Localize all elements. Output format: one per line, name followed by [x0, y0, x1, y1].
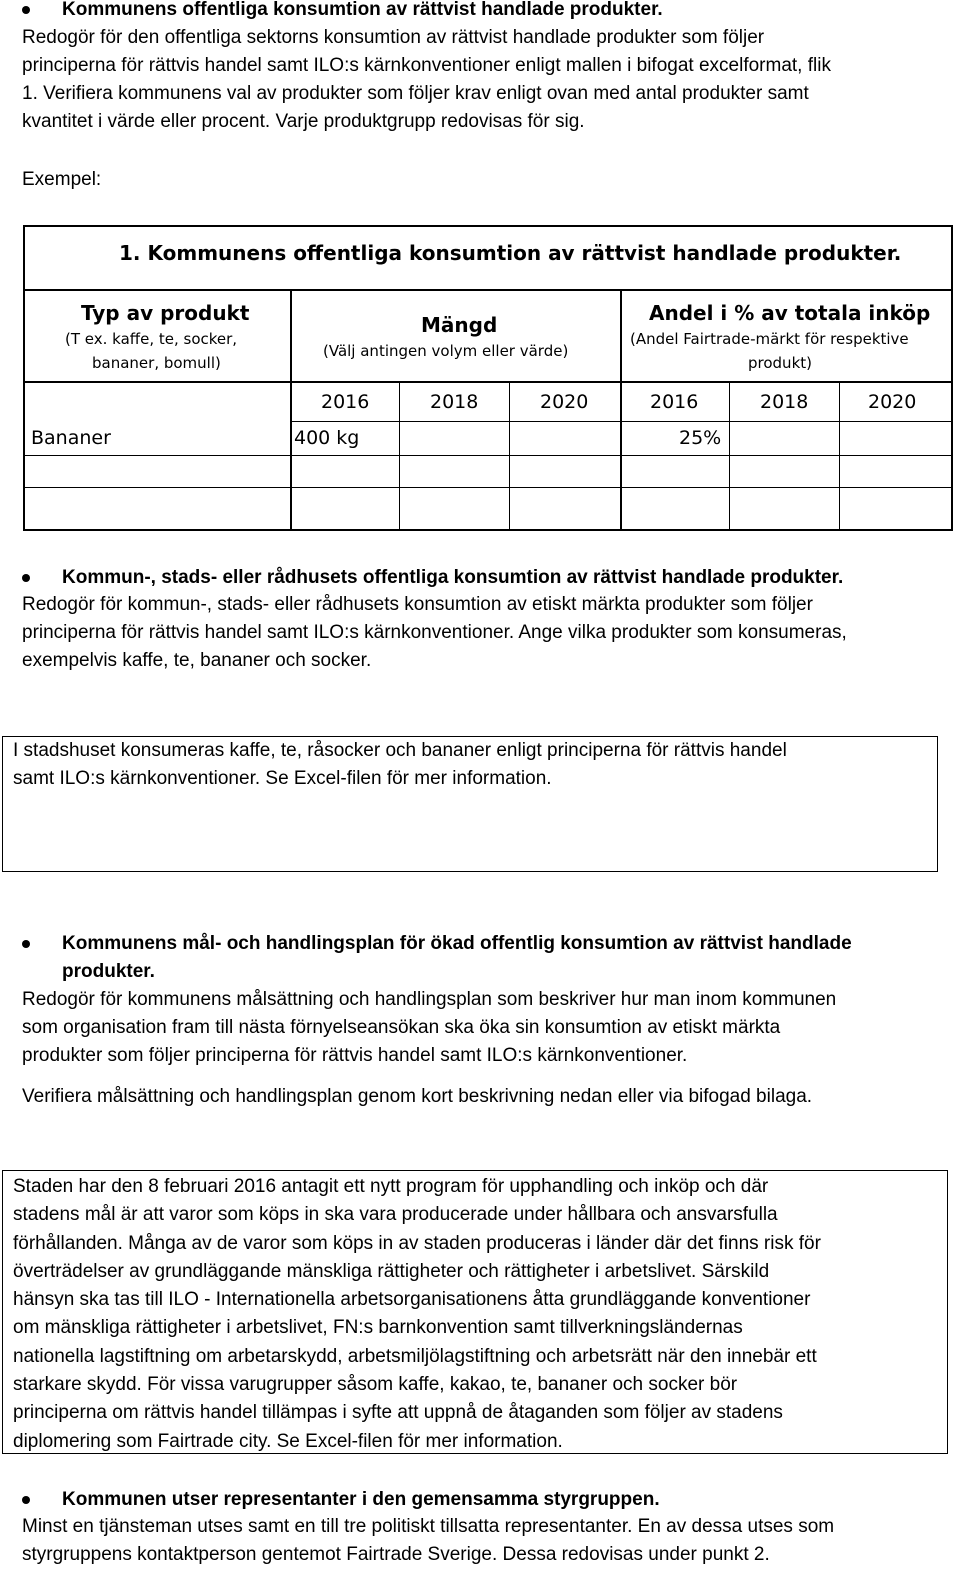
verify-text [22, 1083, 812, 1111]
cell-share: 25% [679, 427, 722, 449]
body-line: principerna för rättvis handel samt ILO:s kärnkonventioner. Ange vilka produkter som konsumeras, [22, 622, 847, 643]
answer-line: starkare skydd. För vissa varugrupper såsom kaffe, kakao, te, bananer och socker bör [13, 1374, 738, 1396]
answer-line: hänsyn ska tas till ILO - Internationella arbetsorganisationens åtta grundläggande konventioner [13, 1289, 811, 1311]
body-line: Verifiera målsättning och handlingsplan genom kort beskrivning nedan eller via bifogad bilaga. [22, 1086, 813, 1107]
col-product-head: Typ av produkt [81, 301, 250, 325]
answer-line: I stadshuset konsumeras kaffe, te, råsocker och bananer enligt principerna för rättvis handel [13, 740, 787, 761]
section-heading: Kommunens mål- och handlingsplan för ökad offentlig konsumtion av rättvist handlade [62, 933, 852, 954]
body-line: styrgruppens kontaktperson gentemot Fairtrade Sverige. Dessa redovisas under punkt 2. [22, 1544, 770, 1565]
col-product-sub: bananer, bomull) [92, 354, 221, 372]
body-line: som organisation fram till nästa förnyelseansökan ska öka sin konsumtion av etiskt märkta [22, 1017, 781, 1038]
answer-line: överträdelser av grundläggande mänskliga rättigheter och rättigheter i arbetslivet. Särskild [13, 1260, 770, 1282]
bullet-icon [22, 6, 30, 14]
year-header: 2016 [321, 391, 370, 413]
bullet-icon [22, 1496, 30, 1504]
answer-line: samt ILO:s kärnkonventioner. Se Excel-filen för mer information. [13, 768, 552, 789]
year-header: 2016 [650, 391, 699, 413]
example-label: Exempel: [22, 169, 102, 190]
answer-line: principerna om rättvis handel tillämpas i syfte att uppnå de åtaganden som följer av stadens [13, 1402, 783, 1424]
col-amount-sub: (Välj antingen volym eller värde) [323, 342, 569, 360]
body-line: Redogör för kommun-, stads- eller rådhusets konsumtion av etiskt märkta produkter som följer [22, 594, 813, 615]
sheet-title: 1. Kommunens offentliga konsumtion av rättvist handlade produkter. [119, 241, 902, 265]
body-line: Minst en tjänsteman utses samt en till tre politiskt tillsatta representanter. En av dessa utses som [22, 1516, 835, 1537]
cell-amount: 400 kg [294, 427, 360, 449]
col-share-head: Andel i % av totala inköp [649, 301, 931, 325]
answer-line: förhållanden. Många av de varor som köps in av staden produceras i länder där det finns risk för [13, 1232, 821, 1254]
section-heading: Kommunen utser representanter i den gemensamma styrgruppen. [62, 1489, 660, 1510]
section-heading: produkter. [62, 961, 155, 982]
body-line: exempelvis kaffe, te, bananer och socker. [22, 650, 372, 671]
col-product-sub: (T ex. kaffe, te, socker, [65, 330, 238, 348]
bullet-icon [22, 574, 30, 582]
body-line: Redogör för den offentliga sektorns konsumtion av rättvist handlade produkter som följer [22, 27, 765, 48]
spreadsheet-example [23, 225, 953, 531]
answer-line: om mänskliga rättigheter i arbetslivet, FN:s barnkonvention samt tillverkningsländernas [13, 1317, 743, 1339]
answer-box [2, 736, 938, 872]
year-header: 2020 [540, 391, 589, 413]
answer-line: nationella lagstiftning om arbetarskydd, arbetsmiljölagstiftning och arbetsrätt när den innebär ett [13, 1345, 817, 1367]
section-heading: Kommunens offentliga konsumtion av rättvist handlade produkter. [62, 0, 663, 20]
section-body [22, 24, 831, 136]
cell-product: Bananer [31, 427, 111, 449]
body-line: produkter som följer principerna för rättvis handel samt ILO:s kärnkonventioner. [22, 1045, 688, 1066]
answer-line: stadens mål är att varor som köps in ska vara producerade under hållbara och ansvarsfulla [13, 1204, 778, 1226]
year-header: 2020 [868, 391, 917, 413]
section-body [22, 986, 836, 1070]
body-line: principerna för rättvis handel samt ILO:s kärnkonventioner enligt mallen i bifogat excelformat, flik [22, 55, 831, 76]
body-line: kvantitet i värde eller procent. Varje produktgrupp redovisas för sig. [22, 111, 585, 132]
answer-box [2, 1170, 948, 1454]
body-line: 1. Verifiera kommunens val av produkter som följer krav enligt ovan med antal produkter samt [22, 83, 809, 104]
answer-line: diplomering som Fairtrade city. Se Excel-filen för mer information. [13, 1430, 563, 1452]
bullet-icon [22, 940, 30, 948]
col-amount-head: Mängd [421, 313, 498, 337]
year-header: 2018 [430, 391, 479, 413]
section-body [22, 1513, 834, 1569]
year-header: 2018 [760, 391, 809, 413]
section-body [22, 591, 847, 675]
answer-line: Staden har den 8 februari 2016 antagit ett nytt program för upphandling och inköp och där [13, 1176, 769, 1197]
col-share-sub: (Andel Fairtrade-märkt för respektive [630, 330, 909, 348]
section-heading: Kommun-, stads- eller rådhusets offentliga konsumtion av rättvist handlade produkter. [62, 567, 844, 588]
col-share-sub: produkt) [748, 354, 812, 372]
body-line: Redogör för kommunens målsättning och handlingsplan som beskriver hur man inom kommunen [22, 989, 837, 1010]
